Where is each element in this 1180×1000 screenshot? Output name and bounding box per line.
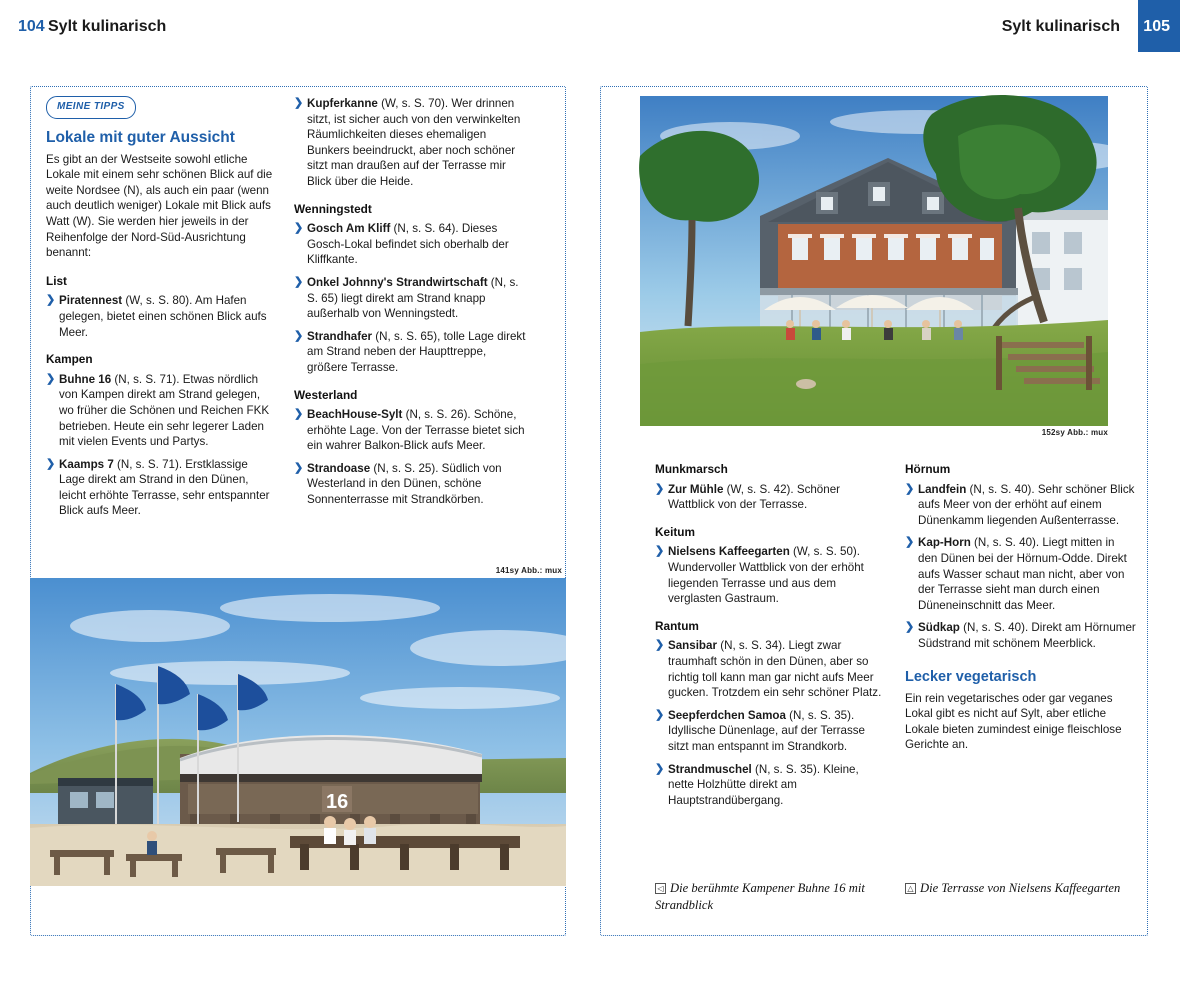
entry-text: (N, s. S. 71). Erstklassige Lage direkt am Strand in den Dünen, leicht erhöhte Terrasse, sehr entspannter Blick aufs Meer. bbox=[59, 457, 270, 518]
entry-name: Kap-Horn bbox=[918, 536, 971, 550]
list-item bbox=[46, 457, 276, 519]
entry-text: (W, s. S. 42). Schöner Wattblick von der Terrasse. bbox=[668, 482, 841, 512]
section-heading-rantum: Rantum bbox=[655, 618, 699, 633]
entry-text: (N, s. S. 26). Schöne, erhöhte Lage. Von der Terrasse bietet sich ein wahrer Balkon-Blick aufs Meer. bbox=[307, 408, 525, 453]
entry-name: Strandoase bbox=[307, 461, 371, 475]
right-column-one bbox=[655, 462, 885, 815]
section-heading-hoernum: Hörnum bbox=[905, 462, 951, 476]
bullet-arrow-icon: ❯ bbox=[655, 639, 665, 652]
list-item bbox=[905, 482, 1137, 529]
bullet-arrow-icon: ❯ bbox=[655, 545, 665, 558]
entry-list-westerland bbox=[294, 407, 526, 508]
entry-list-kampen-cont bbox=[294, 96, 526, 190]
entry-text: (W, s. S. 80). Am Hafen gelegen, bietet einen schönen Blick aufs Meer. bbox=[59, 294, 267, 339]
entry-list-list bbox=[46, 293, 276, 340]
entry-text: (N, s. S. 40). Liegt mitten in den Dünen bei der Hörnum-Odde. Direkt aufs Wasser schaut man nicht, aber von der Terrasse sieht man durch einen Düneneinschnitt das Meer. bbox=[918, 536, 1127, 612]
bullet-arrow-icon: ❯ bbox=[294, 329, 304, 342]
bullet-arrow-icon: ❯ bbox=[294, 222, 304, 235]
list-item bbox=[294, 329, 526, 376]
left-column-one bbox=[46, 96, 276, 526]
right-column-two bbox=[905, 462, 1137, 760]
entry-text: (N, s. S. 35). Kleine, nette Holzhütte direkt am Hauptstrandübergang. bbox=[668, 762, 859, 807]
section-heading-list: List bbox=[46, 273, 67, 288]
section-heading-keitum: Keitum bbox=[655, 524, 695, 539]
entry-name: Strandmuschel bbox=[668, 762, 752, 776]
entry-name: Gosch Am Kliff bbox=[307, 222, 391, 236]
list-item bbox=[655, 708, 885, 755]
entry-text: (N, s. S. 35). Idyllische Dünenlage, auf der Terrasse sitzt man entspannt im Strandkorb. bbox=[668, 708, 865, 753]
entry-name: Kupferkanne bbox=[307, 97, 378, 110]
header-left-page-number: 104 bbox=[18, 18, 45, 35]
left-column-two bbox=[294, 96, 526, 515]
entry-list-keitum bbox=[655, 544, 885, 606]
bullet-arrow-icon: ❯ bbox=[905, 482, 915, 495]
entry-list-hoernum bbox=[905, 482, 1137, 652]
entry-text: (N, s. S. 34). Liegt zwar traumhaft schön in den Dünen, aber so richtig toll kann man gar nicht aufs Meer gucken. Trotzdem ein sehr schöner Platz. bbox=[668, 639, 882, 700]
list-item bbox=[905, 535, 1137, 613]
list-item bbox=[655, 482, 885, 513]
header-right-title: Sylt kulinarisch bbox=[1001, 18, 1120, 35]
header-right-page-number: 105 bbox=[1143, 18, 1170, 35]
entry-list-munkmarsch bbox=[655, 482, 885, 513]
list-item bbox=[294, 221, 526, 268]
entry-text: (N, s. S. 71). Etwas nördlich von Kampen direkt am Strand gelegen, wo früher die Schönen und Reichen FKK betrieben. Heute ein sehr legerer Laden mit vielen Events und Partys. bbox=[59, 372, 270, 449]
meine-tipps-badge: MEINE TIPPS bbox=[46, 96, 136, 119]
bullet-arrow-icon: ❯ bbox=[655, 762, 665, 775]
list-item bbox=[655, 544, 885, 606]
photo-kaffeegarten-illustration bbox=[640, 96, 1108, 426]
bullet-arrow-icon: ❯ bbox=[905, 621, 915, 634]
entry-name: Landfein bbox=[918, 482, 967, 496]
bullet-arrow-icon: ❯ bbox=[294, 461, 304, 474]
list-item bbox=[294, 275, 526, 322]
entry-name: Onkel Johnny's Strandwirtschaft bbox=[307, 275, 488, 289]
entry-text: (N, s. S. 40). Sehr schöner Blick aufs Meer von der erhöht auf einem Dünenkamm liegenden Außenterrasse. bbox=[918, 482, 1135, 527]
list-item bbox=[905, 620, 1137, 651]
bullet-arrow-icon: ❯ bbox=[655, 708, 665, 721]
photo-buhne-16-beach bbox=[30, 566, 566, 886]
svg-text:16: 16 bbox=[326, 791, 349, 813]
bullet-arrow-icon: ❯ bbox=[294, 275, 304, 288]
list-item bbox=[294, 96, 526, 190]
entry-list-wenningstedt bbox=[294, 221, 526, 375]
section-heading-munkmarsch: Munkmarsch bbox=[655, 462, 728, 476]
entry-list-rantum bbox=[655, 638, 885, 808]
photo-nielsens-kaffeegarten bbox=[640, 96, 1108, 437]
section-heading-wenningstedt: Wenningstedt bbox=[294, 201, 372, 216]
bullet-arrow-icon: ❯ bbox=[294, 97, 304, 109]
bullet-arrow-icon: ❯ bbox=[905, 536, 915, 549]
entry-name: BeachHouse-Sylt bbox=[307, 408, 403, 422]
caption-right-arrow-icon: △ bbox=[905, 883, 916, 894]
caption-right-text: Die Terrasse von Nielsens Kaffeegarten bbox=[920, 881, 1121, 895]
caption-left-arrow-icon: ◁ bbox=[655, 883, 666, 894]
entry-text: (N, s. S. 64). Dieses Gosch-Lokal befindet sich oberhalb der Kliffkante. bbox=[307, 222, 509, 267]
photo-credit-right: 152sy Abb.: mux bbox=[1041, 428, 1108, 437]
list-item bbox=[294, 461, 526, 508]
caption-left-text: Die berühmte Kampener Buhne 16 mit Strandblick bbox=[655, 881, 865, 912]
entry-name: Piratennest bbox=[59, 294, 123, 308]
vegetarian-heading: Lecker vegetarisch bbox=[905, 668, 1037, 685]
list-item bbox=[294, 407, 526, 454]
entry-text: (N, s. S. 25). Südlich von Westerland in den Dünen, schöne Sonnenterrasse mit Strandkörben. bbox=[307, 461, 502, 507]
entry-name: Zur Mühle bbox=[668, 482, 724, 496]
entry-name: Südkap bbox=[918, 621, 960, 635]
caption-left bbox=[655, 880, 880, 913]
bullet-arrow-icon: ❯ bbox=[294, 408, 304, 421]
bullet-arrow-icon: ❯ bbox=[46, 457, 56, 470]
tips-intro: Es gibt an der Westseite sowohl etliche Lokale mit einem sehr schönen Blick auf die weite Nordsee (N), als auch ein paar (wenn auch deutlich weniger) Lokale mit Blick aufs Watt (W). Sie werden hier jeweils in der Reihenfolge der Nord-Süd-Ausrichtung benannt: bbox=[46, 152, 273, 260]
section-heading-westerland: Westerland bbox=[294, 387, 358, 402]
entry-name: Buhne 16 bbox=[59, 372, 112, 386]
list-item bbox=[655, 638, 885, 700]
header-left-title: Sylt kulinarisch bbox=[48, 18, 167, 35]
entry-name: Strandhafer bbox=[307, 329, 373, 343]
entry-name: Nielsens Kaffeegarten bbox=[668, 545, 790, 559]
entry-text: (W, s. S. 70). Wer drinnen sitzt, ist sicher auch von den verwinkelten Räumlichkeiten dieses ehemaligen Bunkers beeindruckt, aber noch schöner sitzt man draußen auf der Terrasse mir Blick über die Heide. bbox=[307, 97, 521, 188]
bullet-arrow-icon: ❯ bbox=[46, 372, 56, 385]
photo-credit-left: 141sy Abb.: mux bbox=[495, 566, 562, 575]
page-header bbox=[0, 0, 1180, 52]
list-item bbox=[46, 372, 276, 450]
section-heading-kampen: Kampen bbox=[46, 352, 93, 367]
tips-title: Lokale mit guter Aussicht bbox=[46, 128, 235, 146]
entry-name: Seepferdchen Samoa bbox=[668, 708, 786, 722]
entry-text: (N, s. S. 65) liegt direkt am Strand knapp außerhalb von Wenningstedt. bbox=[307, 275, 519, 321]
entry-text: (N, s. S. 40). Direkt am Hörnumer Südstrand mit schönem Meerblick. bbox=[918, 621, 1136, 650]
list-item bbox=[46, 293, 276, 340]
entry-name: Sansibar bbox=[668, 639, 717, 653]
entry-text: (W, s. S. 50). Wundervoller Wattblick von der erhöht liegenden Terrasse und aus dem verglasten Gastraum. bbox=[668, 545, 864, 606]
entry-name: Kaamps 7 bbox=[59, 457, 114, 471]
list-item bbox=[655, 762, 885, 809]
bullet-arrow-icon: ❯ bbox=[46, 294, 56, 307]
entry-text: (N, s. S. 65), tolle Lage direkt am Strand neben der Haupttreppe, größere Terrasse. bbox=[307, 329, 526, 374]
entry-list-kampen bbox=[46, 372, 276, 519]
bullet-arrow-icon: ❯ bbox=[655, 482, 665, 495]
photo-buhne-16-illustration bbox=[30, 578, 566, 886]
caption-right bbox=[905, 880, 1135, 897]
vegetarian-text: Ein rein vegetarisches oder gar veganes Lokal gibt es nicht auf Sylt, aber etliche Lokale bieten zumindest einige fleischlose Gerichte an. bbox=[905, 691, 1122, 752]
